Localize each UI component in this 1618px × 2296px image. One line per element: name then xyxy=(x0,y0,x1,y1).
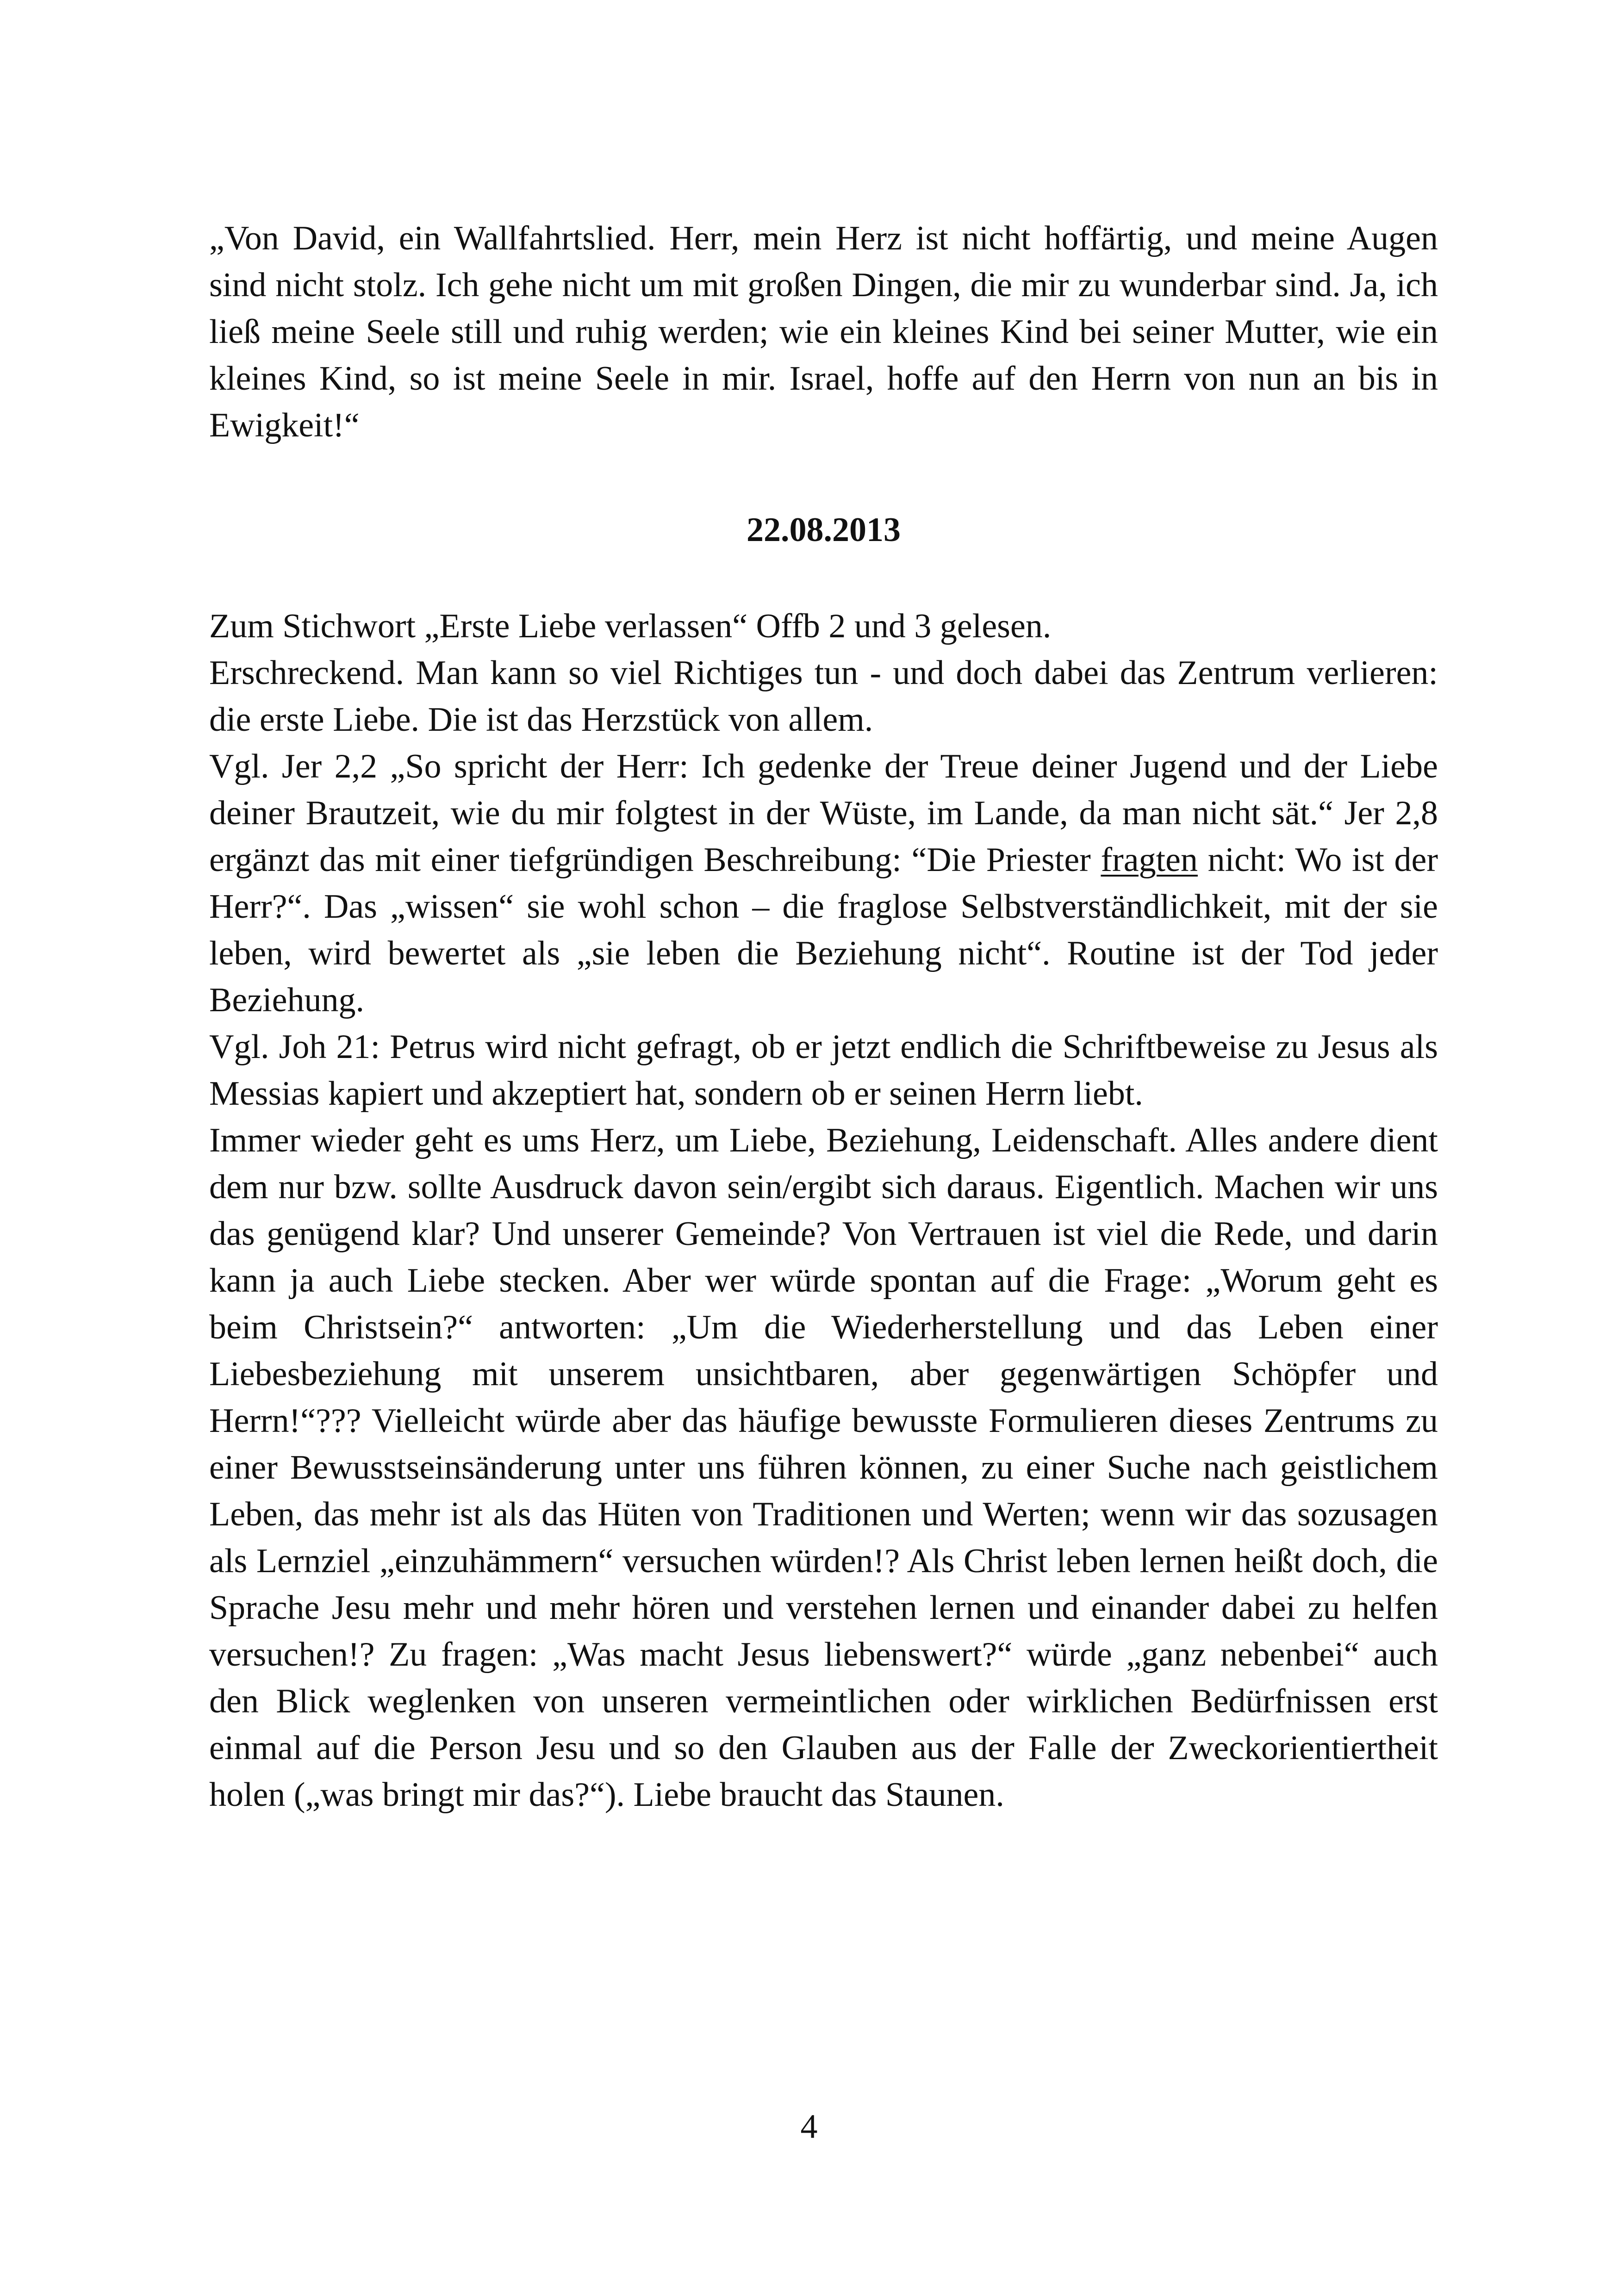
entry-paragraph-heart: Immer wieder geht es ums Herz, um Liebe, Beziehung, Leidenschaft. Alles andere dient dem nur bzw. sollte Ausdruck davon sein/ergibt sich daraus. Eigentlich. Machen wir uns das genügend klar? Und unserer Gemeinde? Von Vertrauen ist viel die Rede, und darin kann ja auch Liebe stecken. Aber wer würde spontan auf die Frage: „Worum geht es beim Christsein?“ antworten: „Um die Wiederherstellung und das Leben einer Liebesbeziehung mit unserem unsichtbaren, aber gegenwärtigen Schöpfer und Herrn!“??? Vielleicht würde aber das häufige bewusste Formulieren dieses Zentrums zu einer Bewusstseinsänderung unter uns führen können, zu einer Suche nach geistlichem Leben, das mehr ist als das Hüten von Traditionen und Werten; wenn wir das sozusagen als Lernziel „einzuhämmern“ versuchen würden!? Als Christ leben lernen heißt doch, die Sprache Jesu mehr und mehr hören und verstehen lernen und einander dabei zu helfen versuchen!? Zu fragen: „Was macht Jesus liebenswert?“ würde „ganz nebenbei“ auch den Blick weglenken von unseren vermeintlichen oder wirklichen Bedürfnissen erst einmal auf die Person Jesu und so den Glauben aus der Falle der Zweckorientiertheit holen („was bringt mir das?“). Liebe braucht das Staunen. xyxy=(209,1121,1438,1814)
psalm-quote-paragraph: „Von David, ein Wallfahrtslied. Herr, mein Herz ist nicht hoffärtig, und meine Augen sind nicht stolz. Ich gehe nicht um mit großen Dingen, die mir zu wunderbar sind. Ja, ich ließ meine Seele still und ruhig werden; wie ein kleines Kind bei seiner Mutter, wie ein kleines Kind, so ist meine Seele in mir. Israel, hoffe auf den Herrn von nun an bis in Ewigkeit!“ xyxy=(209,219,1438,444)
underlined-word-fragten: fragten xyxy=(1101,841,1198,879)
entry-paragraph-reference: Zum Stichwort „Erste Liebe verlassen“ Offb 2 und 3 gelesen. xyxy=(209,607,1052,645)
entry-paragraph-reflection: Erschreckend. Man kann so viel Richtiges tun - und doch dabei das Zentrum verlieren: die erste Liebe. Die ist das Herzstück von allem. xyxy=(209,654,1438,739)
entry-body xyxy=(209,603,1438,1818)
psalm-quote-block xyxy=(209,215,1438,449)
jeremiah-text-after: nicht: Wo ist der Herr?“. Das „wissen“ sie wohl schon – die fraglose Selbstverständlichkeit, mit der sie leben, wird bewertet als „sie leben die Beziehung nicht“. Routine ist der Tod jeder Beziehung. xyxy=(209,841,1438,1019)
page-number: 4 xyxy=(800,2108,818,2146)
entry-paragraph-john: Vgl. Joh 21: Petrus wird nicht gefragt, ob er jetzt endlich die Schriftbeweise zu Jesus als Messias kapiert und akzeptiert hat, sondern ob er seinen Herrn liebt. xyxy=(209,1028,1438,1113)
jeremiah-text-before: Vgl. Jer 2,2 „So spricht der Herr: Ich gedenke der Treue deiner Jugend und der Liebe deiner Brautzeit, wie du mir folgtest in der Wüste, im Lande, da man nicht sät.“ Jer 2,8 ergänzt das mit einer tiefgründigen Beschreibung: “Die Priester xyxy=(209,747,1438,879)
entry-paragraph-jeremiah xyxy=(209,743,1438,1024)
entry-date-heading: 22.08.2013 xyxy=(747,511,901,549)
